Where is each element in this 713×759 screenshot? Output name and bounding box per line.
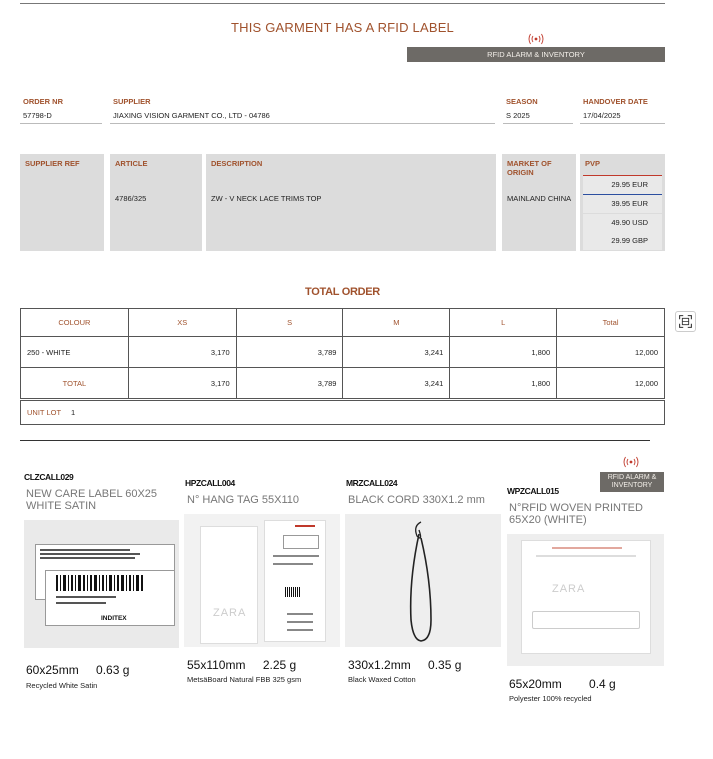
- order-nr-label: ORDER NR: [23, 97, 64, 106]
- page-title: THIS GARMENT HAS A RFID LABEL: [230, 20, 454, 35]
- item-weight: 0.63 g: [96, 663, 130, 677]
- market-box: [502, 154, 576, 251]
- col-header-s: S: [236, 309, 343, 337]
- article-label: ARTICLE: [115, 159, 148, 168]
- item-measure: [187, 658, 296, 672]
- hang-tag-brand: ZARA: [213, 607, 247, 619]
- item-material: Polyester 100% recycled: [509, 694, 592, 703]
- cell-s: 3,789: [236, 337, 343, 368]
- rfid-alarm-bar: RFID ALARM & INVENTORY: [407, 47, 665, 62]
- article-value: 4786/325: [115, 194, 147, 203]
- rfid-badge-line1: RFID ALARM &: [607, 474, 657, 481]
- totals-label: TOTAL: [21, 368, 129, 399]
- item-weight: 0.35 g: [428, 658, 462, 672]
- cell-xs: 3,170: [128, 337, 236, 368]
- item-size: 65x20mm: [509, 677, 562, 691]
- item-code: HPZCALL004: [185, 478, 235, 488]
- rfid-woven-label: [521, 540, 651, 654]
- totals-row: [21, 368, 665, 399]
- item-measure: [26, 663, 129, 677]
- black-cord-image: [345, 514, 501, 647]
- rfid-badge-line2: INVENTORY: [611, 482, 653, 489]
- supplier-ref-label: SUPPLIER REF: [25, 159, 80, 168]
- hang-tag-image: [184, 514, 340, 647]
- unit-lot-row: [20, 400, 665, 425]
- hang-tag-front: [264, 520, 326, 642]
- totals-total: 12,000: [557, 368, 665, 399]
- totals-l: 1,800: [450, 368, 557, 399]
- item-code: CLZCALL029: [24, 472, 74, 482]
- unit-lot-value: 1: [71, 408, 76, 417]
- cell-l: 1,800: [450, 337, 557, 368]
- handover-label: HANDOVER DATE: [583, 97, 648, 106]
- top-rule: [20, 3, 665, 4]
- item-code: MRZCALL024: [346, 478, 398, 488]
- description-box: [206, 154, 496, 251]
- totals-xs: 3,170: [128, 368, 236, 399]
- cord-icon: [399, 520, 443, 644]
- item-measure: [509, 677, 616, 691]
- rfid-woven-image: [507, 534, 664, 666]
- supplier-underline: [110, 123, 495, 124]
- col-header-xs: XS: [128, 309, 236, 337]
- market-label: MARKET OF ORIGIN: [507, 159, 552, 177]
- rfid-badge: [600, 472, 664, 492]
- hang-tag-back: [200, 526, 258, 644]
- totals-m: 3,241: [343, 368, 450, 399]
- item-name: BLACK CORD 330X1.2 mm: [348, 494, 485, 506]
- item-material: MetsäBoard Natural FBB 325 gsm: [187, 675, 302, 684]
- cell-colour: 250 - WHITE: [21, 337, 129, 368]
- item-measure: [348, 658, 461, 672]
- item-weight: 0.4 g: [589, 677, 616, 691]
- item-size: 330x1.2mm: [348, 658, 411, 672]
- order-nr-value: 57798-D: [23, 111, 52, 120]
- handover-value: 17/04/2025: [583, 111, 621, 120]
- supplier-ref-box: [20, 154, 104, 251]
- description-value: ZW - V NECK LACE TRIMS TOP: [211, 194, 322, 203]
- col-header-colour: COLOUR: [21, 309, 129, 337]
- unit-lot-label: UNIT LOT: [27, 408, 61, 417]
- item-name: NEW CARE LABEL 60X25 WHITE SATIN: [26, 488, 158, 512]
- col-header-l: L: [450, 309, 557, 337]
- rfid-wave-icon: [524, 32, 548, 46]
- season-value: S 2025: [506, 111, 530, 120]
- cell-m: 3,241: [343, 337, 450, 368]
- item-size: 60x25mm: [26, 663, 79, 677]
- rfid-wave-icon: [619, 455, 643, 469]
- item-material: Black Waxed Cotton: [348, 675, 416, 684]
- care-label-brand: INDITEX: [101, 615, 127, 622]
- rfid-inlay: [532, 611, 640, 629]
- article-box: [110, 154, 202, 251]
- price-eur-2: 39.95 EUR: [583, 195, 662, 213]
- item-name: N° HANG TAG 55X110: [187, 494, 299, 506]
- col-header-m: M: [343, 309, 450, 337]
- item-size: 55x110mm: [187, 658, 246, 672]
- season-underline: [503, 123, 573, 124]
- pvp-box: [580, 154, 665, 251]
- handover-underline: [580, 123, 665, 124]
- section-divider: [20, 440, 650, 441]
- market-value: MAINLAND CHINA: [507, 194, 572, 203]
- woven-brand: ZARA: [552, 583, 586, 595]
- total-order-table: [20, 308, 665, 399]
- description-label: DESCRIPTION: [211, 159, 263, 168]
- cell-total: 12,000: [557, 337, 665, 368]
- season-label: SEASON: [506, 97, 538, 106]
- item-weight: 2.25 g: [262, 658, 297, 672]
- table-header-row: [21, 309, 665, 337]
- supplier-label: SUPPLIER: [113, 97, 151, 106]
- supplier-value: JIAXING VISION GARMENT CO., LTD - 04786: [113, 111, 270, 120]
- care-label-image: [24, 520, 179, 648]
- col-header-total: Total: [557, 309, 665, 337]
- total-order-title: TOTAL ORDER: [305, 286, 380, 298]
- barcode-icon: [56, 575, 144, 591]
- price-gbp: 29.99 GBP: [583, 232, 662, 250]
- order-nr-underline: [20, 123, 102, 124]
- care-label-front: [45, 570, 175, 626]
- pvp-label: PVP: [585, 159, 601, 168]
- totals-s: 3,789: [236, 368, 343, 399]
- table-row: [21, 337, 665, 368]
- item-material: Recycled White Satin: [26, 681, 98, 690]
- qr-scan-icon[interactable]: [675, 311, 696, 332]
- price-eur-1: 29.95 EUR: [583, 176, 662, 194]
- price-usd: 49.90 USD: [583, 214, 662, 232]
- item-name: N°RFID WOVEN PRINTED 65X20 (WHITE): [509, 502, 643, 526]
- item-code: WPZCALL015: [507, 486, 559, 496]
